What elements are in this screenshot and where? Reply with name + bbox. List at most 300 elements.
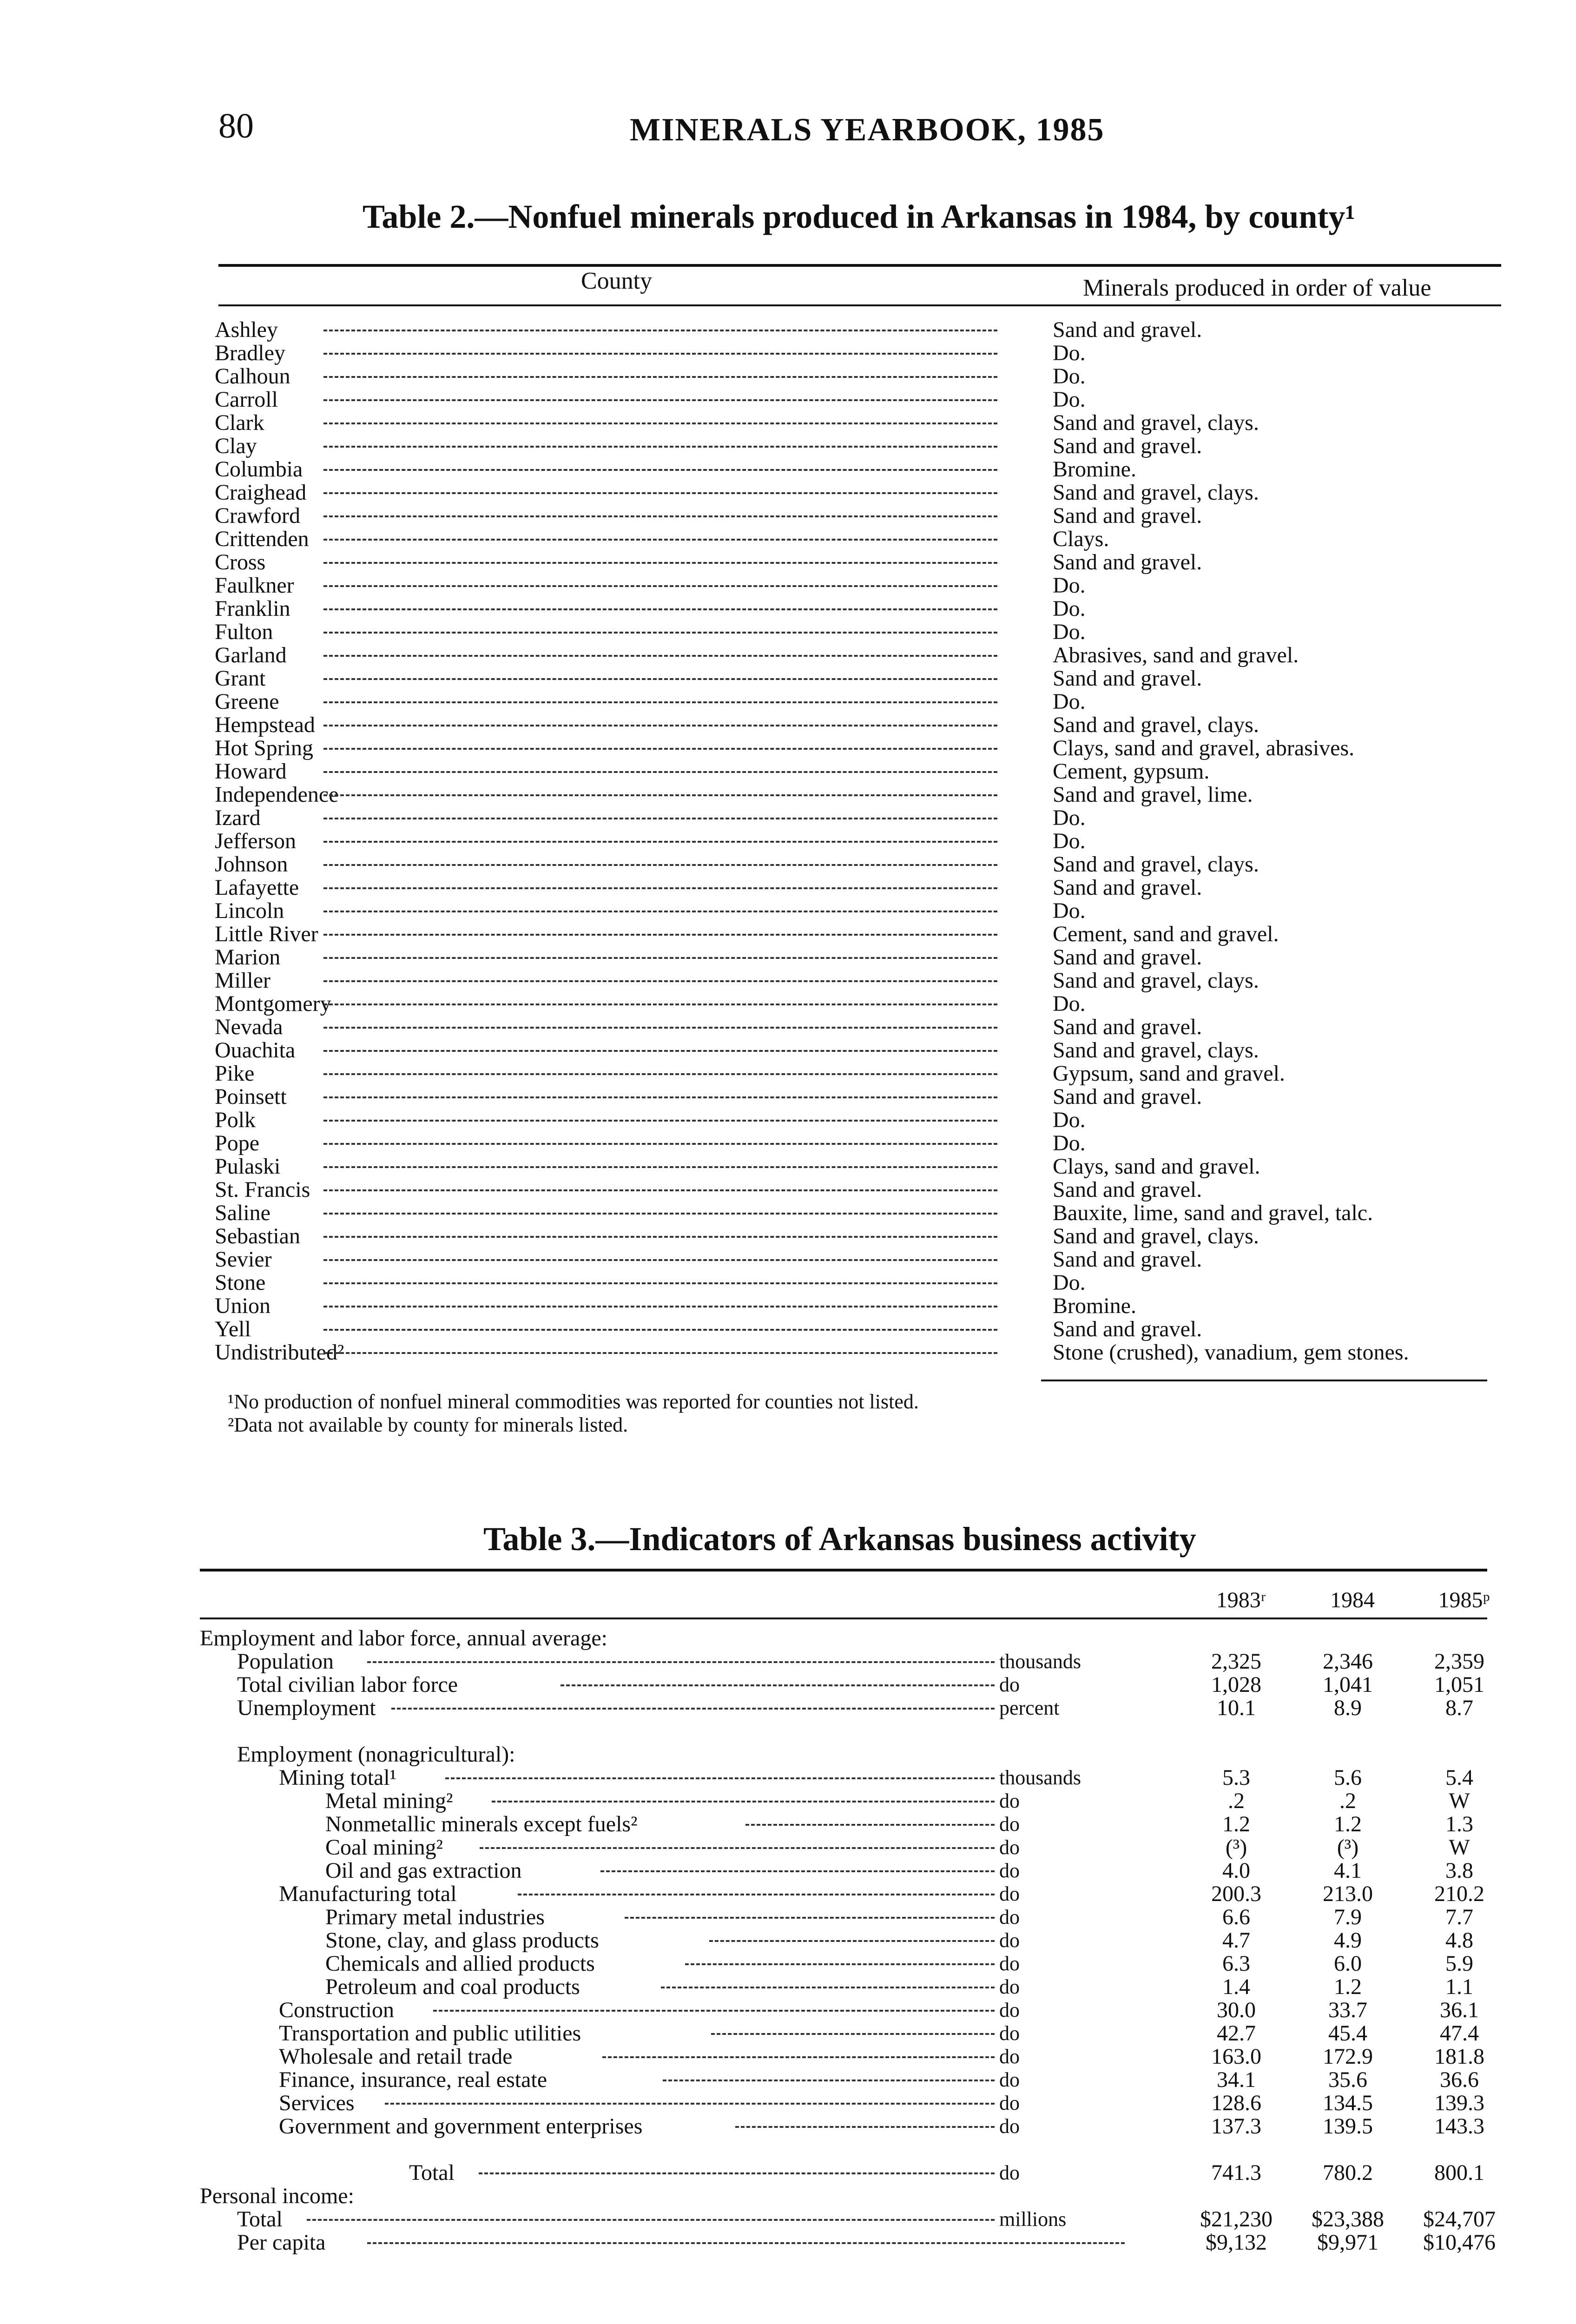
running-title: MINERALS YEARBOOK, 1985 [630,112,1105,148]
table-row [0,1627,1576,1650]
table-row [0,783,1576,806]
dot-leader [323,864,997,866]
value-cell: 210.2 [1434,1882,1484,1906]
value-cell: 1.1 [1445,1974,1473,1999]
county-name: Independence [215,782,339,807]
county-name: Lincoln [215,898,284,923]
dot-leader [323,911,997,912]
county-name: Pope [215,1131,259,1155]
county-name: Saline [215,1201,270,1225]
value-cell: 35.6 [1328,2067,1367,2092]
dot-leader [323,1166,997,1168]
value-cell: 5.3 [1222,1765,1250,1790]
dot-leader [745,1824,995,1826]
dot-leader [323,608,997,610]
table-row [0,1813,1576,1836]
minerals-produced: Do. [1053,1131,1086,1155]
value-cell: 741.3 [1211,2160,1261,2185]
county-name: Ashley [215,317,278,342]
dot-leader [323,562,997,564]
value-cell: 1.2 [1334,1812,1362,1836]
table-row [0,2045,1576,2068]
county-name: Miller [215,968,270,993]
indicator-label: Manufacturing total [279,1882,457,1906]
table-row [0,1836,1576,1859]
minerals-produced: Clays, sand and gravel, abrasives. [1053,736,1355,760]
value-cell: 7.9 [1334,1905,1362,1929]
table-row [0,713,1576,737]
county-name: Pike [215,1061,255,1086]
minerals-produced: Bromine. [1053,1294,1136,1318]
value-cell: 6.0 [1334,1951,1362,1976]
indicator-label: Construction [279,1998,394,2022]
minerals-produced: Do. [1053,364,1086,389]
indicator-label: Services [279,2091,355,2115]
indicator-label: Stone, clay, and glass products [325,1928,599,1953]
table-row [0,899,1576,923]
unit-label: millions [999,2208,1067,2231]
value-cell: 1.3 [1445,1812,1473,1836]
minerals-produced: Sand and gravel. [1053,1177,1202,1202]
table-row [0,1673,1576,1697]
table3-year-1985: 1985ᵖ [1438,1588,1490,1612]
county-name: Grant [215,666,266,691]
table-row [0,388,1576,411]
county-name: Ouachita [215,1038,296,1063]
value-cell: 5.9 [1445,1951,1473,1976]
dot-leader [492,1801,995,1802]
dot-leader [323,725,997,726]
table-row [0,1039,1576,1062]
table-row [0,667,1576,690]
value-cell: 47.4 [1440,2021,1479,2046]
value-cell: 2,325 [1211,1649,1261,1674]
county-name: Cross [215,550,266,574]
indicator-label: Total civilian labor force [237,1672,458,1697]
unit-label: do [999,1906,1020,1928]
table3-top-rule [200,1569,1487,1571]
unit-label: do [999,1952,1020,1975]
minerals-produced: Sand and gravel, clays. [1053,968,1259,993]
table-row [0,597,1576,621]
table-row [0,1016,1576,1039]
county-name: Fulton [215,620,273,644]
dot-leader [323,353,997,355]
dot-leader [625,1917,995,1919]
table2-bottom-rule [1041,1380,1487,1381]
minerals-produced: Sand and gravel. [1053,434,1202,458]
county-name: Nevada [215,1015,283,1039]
value-cell: 200.3 [1211,1882,1261,1906]
table2-title: Table 2.—Nonfuel minerals produced in Arkansas in 1984, by county¹ [363,198,1355,235]
value-cell: 5.6 [1334,1765,1362,1790]
unit-label: do [999,1836,1020,1859]
table-row [0,1202,1576,1225]
value-cell: 3.8 [1445,1858,1473,1883]
county-name: Sebastian [215,1224,300,1248]
value-cell: 6.6 [1222,1905,1250,1929]
minerals-produced: Sand and gravel, clays. [1053,1038,1259,1063]
value-cell: 33.7 [1328,1998,1367,2022]
table-row [0,737,1576,760]
value-cell: 1.2 [1222,1812,1250,1836]
minerals-produced: Bromine. [1053,457,1136,482]
dot-leader [602,2056,995,2058]
indicator-label: Personal income: [200,2184,354,2208]
table-row [0,1697,1576,1720]
dot-leader [735,2126,995,2128]
minerals-produced: Sand and gravel, clays. [1053,1224,1259,1248]
dot-leader [323,1050,997,1052]
minerals-produced: Sand and gravel. [1053,1015,1202,1039]
unit-label: do [999,2068,1020,2091]
minerals-produced: Do. [1053,829,1086,853]
minerals-produced: Cement, sand and gravel. [1053,922,1279,946]
dot-leader [323,1073,997,1075]
county-name: Jefferson [215,829,297,853]
county-name: Little River [215,922,318,946]
indicator-label: Coal mining² [325,1835,443,1860]
table-row [0,2068,1576,2092]
table3-year-1983: 1983ʳ [1216,1588,1266,1612]
county-name: Franklin [215,596,290,621]
value-cell: $9,971 [1317,2230,1378,2255]
dot-leader [323,957,997,959]
indicator-label: Mining total¹ [279,1765,397,1790]
county-name: Columbia [215,457,303,482]
table-row [0,1766,1576,1789]
table-row [0,1155,1576,1178]
value-cell: 34.1 [1217,2067,1256,2092]
dot-leader [433,2010,995,2012]
county-name: Johnson [215,852,288,877]
table-row [0,806,1576,830]
minerals-produced: Sand and gravel. [1053,945,1202,970]
table2-county-header: County [581,268,653,294]
minerals-produced: Sand and gravel. [1053,875,1202,900]
table-row [0,1062,1576,1085]
dot-leader [323,655,997,657]
indicator-label: Unemployment [237,1696,376,1720]
value-cell: 2,346 [1323,1649,1373,1674]
table-row [0,551,1576,574]
dot-leader [323,1189,997,1191]
value-cell: W [1449,1835,1470,1860]
value-cell: 1.4 [1222,1974,1250,1999]
unit-label: do [999,1813,1020,1835]
county-name: Crawford [215,503,300,528]
table-row [0,1999,1576,2022]
table-row [0,923,1576,946]
county-name: Calhoun [215,364,290,389]
unit-label: do [999,1929,1020,1952]
county-name: Lafayette [215,875,299,900]
table-row [0,1859,1576,1882]
minerals-produced: Do. [1053,689,1086,714]
county-name: Poinsett [215,1084,287,1109]
table2-footnote-1: ¹No production of nonfuel mineral commodities was reported for counties not listed. [228,1390,919,1413]
dot-leader [323,632,997,634]
indicator-label: Total [237,2207,283,2232]
value-cell: 213.0 [1323,1882,1373,1906]
value-cell: 181.8 [1434,2044,1484,2069]
indicator-label: Oil and gas extraction [325,1858,522,1883]
value-cell: 1,051 [1434,1672,1484,1697]
minerals-produced: Sand and gravel, clays. [1053,480,1259,505]
value-cell: $9,132 [1206,2230,1267,2255]
dot-leader [323,841,997,843]
unit-label: do [999,2161,1020,2184]
unit-label: do [999,1975,1020,1998]
table-row [0,1294,1576,1318]
dot-leader [323,1004,997,1005]
dot-leader [323,330,997,331]
table-row [0,2161,1576,2185]
dot-leader [323,701,997,703]
table-row [0,2231,1576,2254]
unit-label: do [999,2115,1020,2138]
dot-leader [323,678,997,680]
dot-leader [323,1096,997,1098]
value-cell: 172.9 [1323,2044,1373,2069]
table-row [0,1109,1576,1132]
minerals-produced: Sand and gravel, clays. [1053,410,1259,435]
dot-leader [445,1777,995,1779]
dot-leader [518,1894,995,1895]
county-name: Bradley [215,341,285,365]
value-cell: 45.4 [1328,2021,1367,2046]
unit-label: thousands [999,1650,1081,1673]
unit-label: do [999,2022,1020,2045]
value-cell: 7.7 [1445,1905,1473,1929]
indicator-label: Total [409,2160,455,2185]
unit-label: do [999,1673,1020,1696]
dot-leader [323,1259,997,1261]
minerals-produced: Sand and gravel. [1053,1247,1202,1272]
dot-leader [323,934,997,936]
minerals-produced: Do. [1053,596,1086,621]
unit-label: thousands [999,1766,1081,1789]
table-row [0,1178,1576,1202]
table2-minerals-header: Minerals produced in order of value [1083,275,1431,301]
table-row [0,2185,1576,2208]
value-cell: 139.3 [1434,2091,1484,2115]
value-cell: 4.9 [1334,1928,1362,1953]
table-row [0,435,1576,458]
minerals-produced: Sand and gravel. [1053,1317,1202,1341]
minerals-produced: Do. [1053,1270,1086,1295]
value-cell: (³) [1225,1835,1247,1860]
table-row [0,1132,1576,1155]
value-cell: 42.7 [1217,2021,1256,2046]
county-name: Stone [215,1270,266,1295]
indicator-label: Government and government enterprises [279,2114,643,2139]
minerals-produced: Stone (crushed), vanadium, gem stones. [1053,1340,1409,1365]
value-cell: 5.4 [1445,1765,1473,1790]
county-name: Undistributed² [215,1340,344,1365]
value-cell: 8.7 [1445,1696,1473,1720]
table2-body [0,318,1576,1364]
county-name: Hot Spring [215,736,314,760]
indicator-label: Employment and labor force, annual average: [200,1626,607,1651]
table-row [0,830,1576,853]
value-cell: 163.0 [1211,2044,1261,2069]
table-row [0,644,1576,667]
table-row [0,621,1576,644]
table3-header-rule [200,1618,1487,1619]
table-row [0,481,1576,504]
minerals-produced: Do. [1053,387,1086,412]
table-row [0,690,1576,713]
table-row [0,1743,1576,1766]
value-cell: 137.3 [1211,2114,1261,2139]
dot-leader [323,399,997,401]
value-cell: 780.2 [1323,2160,1373,2185]
dot-leader [323,585,997,587]
unit-label: do [999,1859,1020,1882]
value-cell: 143.3 [1434,2114,1484,2139]
minerals-produced: Cement, gypsum. [1053,759,1210,784]
minerals-produced: Sand and gravel. [1053,550,1202,574]
county-name: Polk [215,1108,256,1132]
county-name: Union [215,1294,270,1318]
table3-year-1984: 1984 [1330,1588,1375,1612]
table-row [0,458,1576,481]
value-cell: 4.0 [1222,1858,1250,1883]
unit-label: percent [999,1697,1060,1719]
unit-label: do [999,1789,1020,1812]
table-row [0,1650,1576,1673]
table3-body [0,1627,1576,2254]
dot-leader [663,2080,995,2081]
table-row [0,1929,1576,1952]
unit-label: do [999,1882,1020,1905]
value-cell: 1,028 [1211,1672,1261,1697]
dot-leader [323,492,997,494]
dot-leader [323,748,997,750]
minerals-produced: Bauxite, lime, sand and gravel, talc. [1053,1201,1373,1225]
minerals-produced: Sand and gravel. [1053,317,1202,342]
indicator-label: Petroleum and coal products [325,1974,580,1999]
indicator-label: Wholesale and retail trade [279,2044,513,2069]
minerals-produced: Clays. [1053,527,1109,551]
value-cell: 139.5 [1323,2114,1373,2139]
dot-leader [323,1306,997,1307]
value-cell: $23,388 [1312,2207,1384,2232]
table-row [0,1318,1576,1341]
county-name: Clark [215,410,264,435]
dot-leader [561,1684,995,1686]
dot-leader [323,446,997,448]
dot-leader [709,1940,995,1942]
minerals-produced: Do. [1053,805,1086,830]
indicator-label: Chemicals and allied products [325,1951,595,1976]
table-row [0,760,1576,783]
table-row [0,2138,1576,2161]
table-row [0,504,1576,528]
table-row [0,853,1576,876]
minerals-produced: Sand and gravel, clays. [1053,852,1259,877]
minerals-produced: Do. [1053,573,1086,598]
table-row [0,1085,1576,1109]
indicator-label: Finance, insurance, real estate [279,2067,547,2092]
indicator-label: Per capita [237,2230,326,2255]
dot-leader [323,1213,997,1215]
table-row [0,1882,1576,1906]
dot-leader [323,1027,997,1029]
unit-label: do [999,2045,1020,2068]
dot-leader [307,2219,995,2221]
value-cell: 6.3 [1222,1951,1250,1976]
table-row [0,574,1576,597]
value-cell: 8.9 [1334,1696,1362,1720]
county-name: Carroll [215,387,278,412]
table-row [0,992,1576,1016]
dot-leader [685,1963,995,1965]
value-cell: 4.7 [1222,1928,1250,1953]
dot-leader [711,2033,995,2035]
value-cell: 1.2 [1334,1974,1362,1999]
table-row [0,411,1576,435]
table2-footnote-2: ²Data not available by county for minerals listed. [228,1413,628,1436]
minerals-produced: Gypsum, sand and gravel. [1053,1061,1285,1086]
table-row [0,342,1576,365]
table2-header-rule [218,304,1501,306]
minerals-produced: Do. [1053,898,1086,923]
value-cell: 4.1 [1334,1858,1362,1883]
dot-leader [480,1847,995,1849]
dot-leader [323,469,997,471]
value-cell: W [1449,1789,1470,1813]
county-name: Howard [215,759,287,784]
table-row [0,2022,1576,2045]
indicator-label: Nonmetallic minerals except fuels² [325,1812,638,1836]
table-row [0,1248,1576,1271]
minerals-produced: Abrasives, sand and gravel. [1053,643,1299,667]
dot-leader [323,980,997,982]
value-cell: 30.0 [1217,1998,1256,2022]
minerals-produced: Do. [1053,1108,1086,1132]
dot-leader [323,887,997,889]
county-name: Pulaski [215,1154,281,1179]
county-name: Yell [215,1317,251,1341]
indicator-label: Transportation and public utilities [279,2021,581,2046]
dot-leader [600,1870,995,1872]
table-row [0,969,1576,992]
dot-leader [661,1987,995,1988]
dot-leader [323,771,997,773]
table-row [0,1789,1576,1813]
table-row [0,2115,1576,2138]
value-cell: (³) [1337,1835,1359,1860]
table-row [0,365,1576,388]
county-name: Faulkner [215,573,294,598]
value-cell: 134.5 [1323,2091,1373,2115]
county-name: Garland [215,643,287,667]
table-row [0,528,1576,551]
page-number: 80 [218,106,254,145]
table3-title: Table 3.—Indicators of Arkansas business activity [483,1520,1196,1558]
table-row [0,2092,1576,2115]
table-row [0,1225,1576,1248]
table-row [0,1720,1576,1743]
table-row [0,1906,1576,1929]
value-cell: $24,707 [1423,2207,1496,2232]
dot-leader [391,1708,995,1710]
indicator-label: Metal mining² [325,1789,453,1813]
dot-leader [323,1143,997,1145]
county-name: Greene [215,689,279,714]
